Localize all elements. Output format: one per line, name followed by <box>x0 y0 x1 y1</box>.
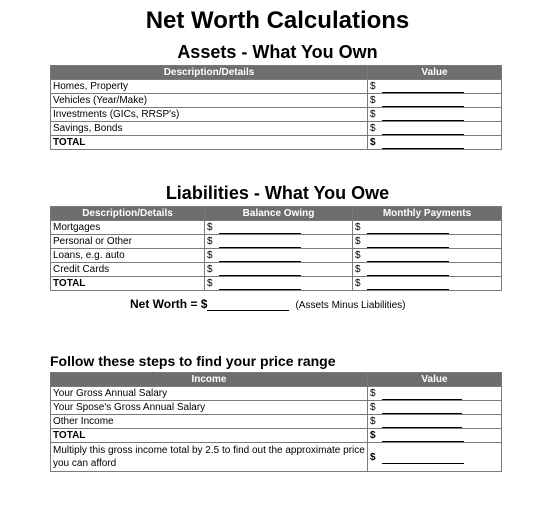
table-row <box>51 235 502 249</box>
liab-balance-value[interactable] <box>205 263 353 277</box>
liab-monthly-value[interactable] <box>353 235 502 249</box>
assets-total-row <box>51 136 502 150</box>
assets-row-value[interactable] <box>368 94 502 108</box>
income-col-income: Income <box>51 373 368 387</box>
value-blank <box>382 82 464 93</box>
liab-col-balance: Balance Owing <box>205 207 353 221</box>
liab-total-label: TOTAL <box>51 277 205 291</box>
currency-sign: $ <box>370 402 376 413</box>
value-blank <box>219 237 301 248</box>
value-blank <box>382 403 462 414</box>
value-blank <box>382 453 464 464</box>
currency-sign: $ <box>207 236 213 247</box>
liab-balance-value[interactable] <box>205 249 353 263</box>
multiply-label: Multiply this gross income total by 2.5 to find out the approximate price you can afford <box>51 443 368 472</box>
liab-monthly-value[interactable] <box>353 249 502 263</box>
currency-sign: $ <box>355 278 361 289</box>
income-row-value[interactable] <box>368 401 502 415</box>
assets-row-value[interactable] <box>368 108 502 122</box>
income-row-value[interactable] <box>368 415 502 429</box>
liab-row-label: Personal or Other <box>51 235 205 249</box>
value-blank <box>219 223 301 234</box>
value-blank <box>382 124 464 135</box>
assets-table <box>50 65 502 150</box>
assets-total-value[interactable] <box>368 136 502 150</box>
income-total-row <box>51 429 502 443</box>
value-blank <box>367 237 449 248</box>
assets-total-label: TOTAL <box>51 136 368 150</box>
currency-sign: $ <box>370 451 376 463</box>
liab-monthly-value[interactable] <box>353 221 502 235</box>
assets-row-label: Vehicles (Year/Make) <box>51 94 368 108</box>
value-blank <box>219 251 301 262</box>
liab-row-label: Loans, e.g. auto <box>51 249 205 263</box>
liabilities-table <box>50 206 502 291</box>
assets-col-description: Description/Details <box>51 66 368 80</box>
value-blank <box>219 279 301 290</box>
multiply-row <box>51 443 502 472</box>
table-row <box>51 263 502 277</box>
table-row <box>51 122 502 136</box>
value-blank <box>367 251 449 262</box>
currency-sign: $ <box>355 236 361 247</box>
currency-sign: $ <box>370 388 376 399</box>
currency-sign: $ <box>370 95 376 106</box>
income-total-value[interactable] <box>368 429 502 443</box>
value-blank <box>382 417 462 428</box>
currency-sign: $ <box>355 264 361 275</box>
income-total-label: TOTAL <box>51 429 368 443</box>
currency-sign: $ <box>370 430 376 441</box>
assets-row-value[interactable] <box>368 122 502 136</box>
assets-row-label: Investments (GICs, RRSP's) <box>51 108 368 122</box>
value-blank <box>382 110 464 121</box>
page-title: Net Worth Calculations <box>145 7 410 34</box>
multiply-value[interactable] <box>368 443 502 472</box>
net-worth-note: (Assets Minus Liabilities) <box>295 300 406 311</box>
currency-sign: $ <box>355 222 361 233</box>
income-row-label: Your Spose's Gross Annual Salary <box>51 401 368 415</box>
steps-heading: Follow these steps to find your price range <box>50 353 336 369</box>
table-row <box>51 221 502 235</box>
liab-row-label: Mortgages <box>51 221 205 235</box>
income-row-label: Your Gross Annual Salary <box>51 387 368 401</box>
currency-sign: $ <box>207 250 213 261</box>
currency-sign: $ <box>370 416 376 427</box>
value-blank <box>382 138 464 149</box>
currency-sign: $ <box>370 137 376 148</box>
value-blank <box>367 265 449 276</box>
liab-total-row <box>51 277 502 291</box>
income-table <box>50 372 502 472</box>
value-blank <box>367 279 449 290</box>
value-blank <box>219 265 301 276</box>
liab-row-label: Credit Cards <box>51 263 205 277</box>
table-row <box>51 387 502 401</box>
liab-balance-value[interactable] <box>205 235 353 249</box>
value-blank <box>367 223 449 234</box>
value-blank <box>382 431 464 442</box>
income-row-value[interactable] <box>368 387 502 401</box>
assets-row-value[interactable] <box>368 80 502 94</box>
currency-sign: $ <box>207 264 213 275</box>
income-col-value: Value <box>368 373 502 387</box>
liab-total-balance[interactable] <box>205 277 353 291</box>
liab-monthly-value[interactable] <box>353 263 502 277</box>
table-row <box>51 94 502 108</box>
currency-sign: $ <box>355 250 361 261</box>
table-row <box>51 415 502 429</box>
assets-col-value: Value <box>368 66 502 80</box>
liabilities-heading: Liabilities - What You Owe <box>165 183 390 203</box>
liab-balance-value[interactable] <box>205 221 353 235</box>
assets-heading: Assets - What You Own <box>177 42 378 62</box>
net-worth-blank[interactable] <box>207 299 289 311</box>
income-row-label: Other Income <box>51 415 368 429</box>
currency-sign: $ <box>207 278 213 289</box>
liab-col-monthly: Monthly Payments <box>353 207 502 221</box>
table-row <box>51 249 502 263</box>
liab-col-description: Description/Details <box>51 207 205 221</box>
assets-row-label: Savings, Bonds <box>51 122 368 136</box>
currency-sign: $ <box>370 81 376 92</box>
assets-row-label: Homes, Property <box>51 80 368 94</box>
net-worth-line <box>130 297 406 311</box>
table-row <box>51 401 502 415</box>
currency-sign: $ <box>370 109 376 120</box>
value-blank <box>382 389 462 400</box>
currency-sign: $ <box>370 123 376 134</box>
liab-total-monthly[interactable] <box>353 277 502 291</box>
table-row <box>51 80 502 94</box>
table-row <box>51 108 502 122</box>
value-blank <box>382 96 464 107</box>
currency-sign: $ <box>207 222 213 233</box>
net-worth-label: Net Worth = $ <box>130 297 208 311</box>
